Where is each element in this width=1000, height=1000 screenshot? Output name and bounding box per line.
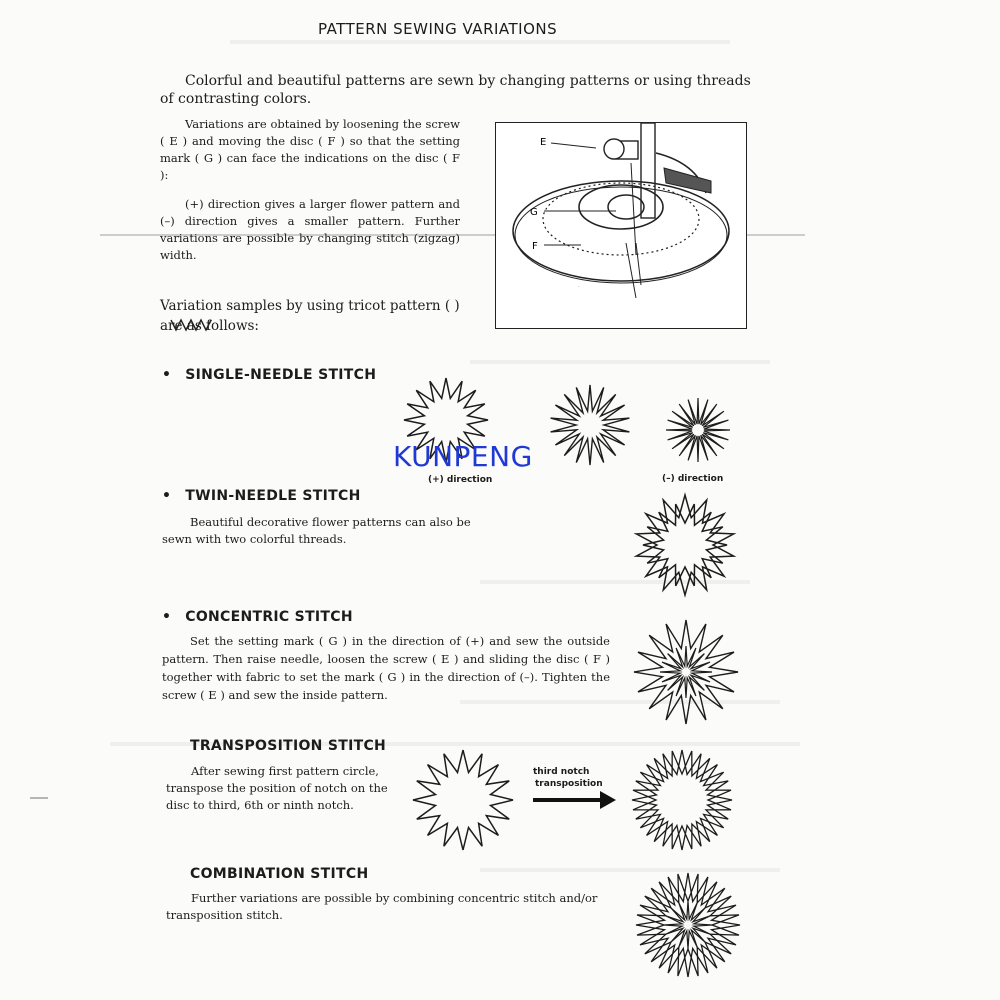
bleed-through-text [470,360,770,364]
diagram-small-flower [578,286,579,287]
transposition-result-flower-b [628,746,736,854]
disc-diagram [495,122,747,329]
label-g: G [530,207,538,218]
transposition-arrow-icon [600,791,616,809]
transposition-single-flower [409,746,517,854]
page-title: PATTERN SEWING VARIATIONS [318,20,558,38]
diagram-large-flower [666,271,667,272]
variations-paragraph-2: (+) direction gives a larger flower pattern and (–) direction gives a smaller pattern. Further variations are possible by changing stitch (zigzag) width. [160,197,460,262]
tricot-zigzag-icon [170,318,214,332]
single-needle-heading [162,367,376,383]
heading-text: CONCENTRIC STITCH [185,609,353,625]
combination-inner-flower [660,897,716,953]
bullet: • [162,488,172,504]
bullet: • [162,609,172,625]
combination-text: Further variations are possible by combining concentric stitch and/or transposition stitch. [166,891,598,922]
concentric-heading [162,609,353,625]
bleed-through-text [230,40,730,44]
heading-text: TWIN-NEEDLE STITCH [185,488,361,504]
twin-needle-heading [162,488,361,504]
concentric-text: Set the setting mark ( G ) in the direction of (+) and sew the outside pattern. Then raise needle, loosen the screw ( E ) and sliding the disc ( F ) together with fabric to set the mark ( G ) in the direction of (–). Tighten the screw ( E ) and sew the inside pattern. [162,634,610,702]
label-f: F [532,241,538,252]
scan-mark [30,797,48,799]
tricot-text: Variation samples by using tricot pattern ( ) are as follows: [160,298,460,334]
minus-direction-label: (–) direction [662,474,724,484]
transposition-heading: TRANSPOSITION STITCH [190,738,387,754]
diagram-medium-flower [617,280,618,281]
arrow-label-third-notch: third notch [533,767,590,777]
combination-heading: COMBINATION STITCH [190,866,369,882]
transposition-text: After sewing first pattern circle, transpose the position of notch on the disc to third, 6th or ninth notch. [166,764,388,812]
transposition-arrow-shaft [533,798,603,802]
variations-paragraph-1: Variations are obtained by loosening the screw ( E ) and moving the disc ( F ) so that the setting mark ( G ) can face the indications on the disc ( F ): [160,117,460,182]
single-medium-flower [546,381,634,469]
concentric-inner-flower [656,642,716,702]
twin-needle-text: Beautiful decorative flower patterns can also be sewn with two colorful threads. [162,515,471,546]
bullet: • [162,367,172,383]
label-e: E [540,137,547,148]
single-small-flower [662,394,734,466]
heading-text: SINGLE-NEEDLE STITCH [185,367,377,383]
plus-direction-label: (+) direction [428,475,493,485]
twin-needle-flower [631,491,739,599]
intro-paragraph: Colorful and beautiful patterns are sewn by changing patterns or using threads of contrasting colors. [160,73,751,107]
arrow-label-transposition: transposition [535,779,603,789]
sewing-disc-illustration [496,123,746,328]
kunpeng-watermark: KUNPENG [393,440,533,473]
